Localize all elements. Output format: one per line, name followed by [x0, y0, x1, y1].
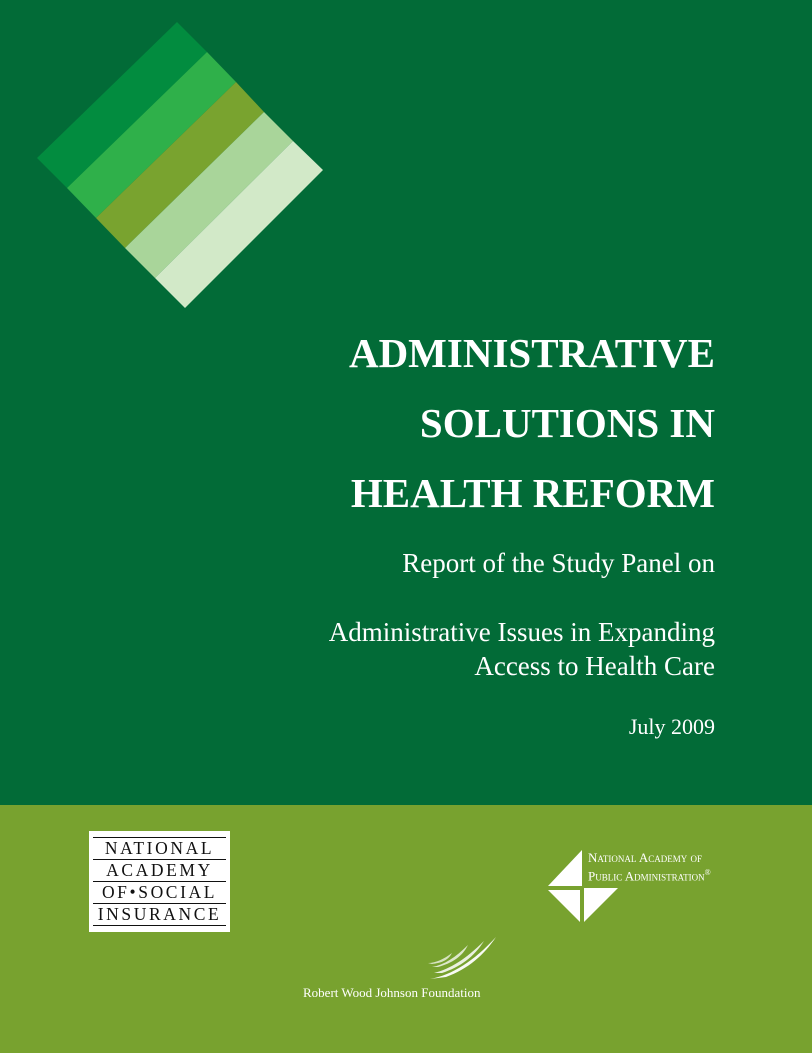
napa-line-1: National Academy of	[588, 850, 703, 865]
report-date: July 2009	[628, 714, 715, 739]
nasi-line-2: ACADEMY	[93, 860, 226, 882]
registered-mark: ®	[704, 868, 711, 877]
nasi-line-4: INSURANCE	[93, 904, 226, 926]
napa-name	[588, 850, 711, 883]
title-line-3: HEALTH REFORM	[350, 470, 715, 516]
nasi-logo	[89, 831, 230, 932]
title-line-1: ADMINISTRATIVE	[348, 330, 715, 376]
title-line-2: SOLUTIONS IN	[419, 400, 715, 446]
report-subtitle: Report of the Study Panel on	[402, 548, 715, 578]
striped-diamond-graphic	[0, 0, 330, 310]
study-panel-topic	[329, 615, 715, 683]
napa-line-2: Public Administration®	[588, 868, 711, 884]
rwjf-wing-icon	[428, 933, 500, 983]
rwjf-name: Robert Wood Johnson Foundation	[303, 985, 481, 1000]
nasi-line-1: NATIONAL	[93, 838, 226, 860]
topic-line-2: Access to Health Care	[474, 651, 715, 681]
topic-line-1: Administrative Issues in Expanding	[328, 617, 715, 647]
nasi-line-3: OF•SOCIAL	[93, 882, 226, 904]
report-title	[349, 318, 715, 528]
